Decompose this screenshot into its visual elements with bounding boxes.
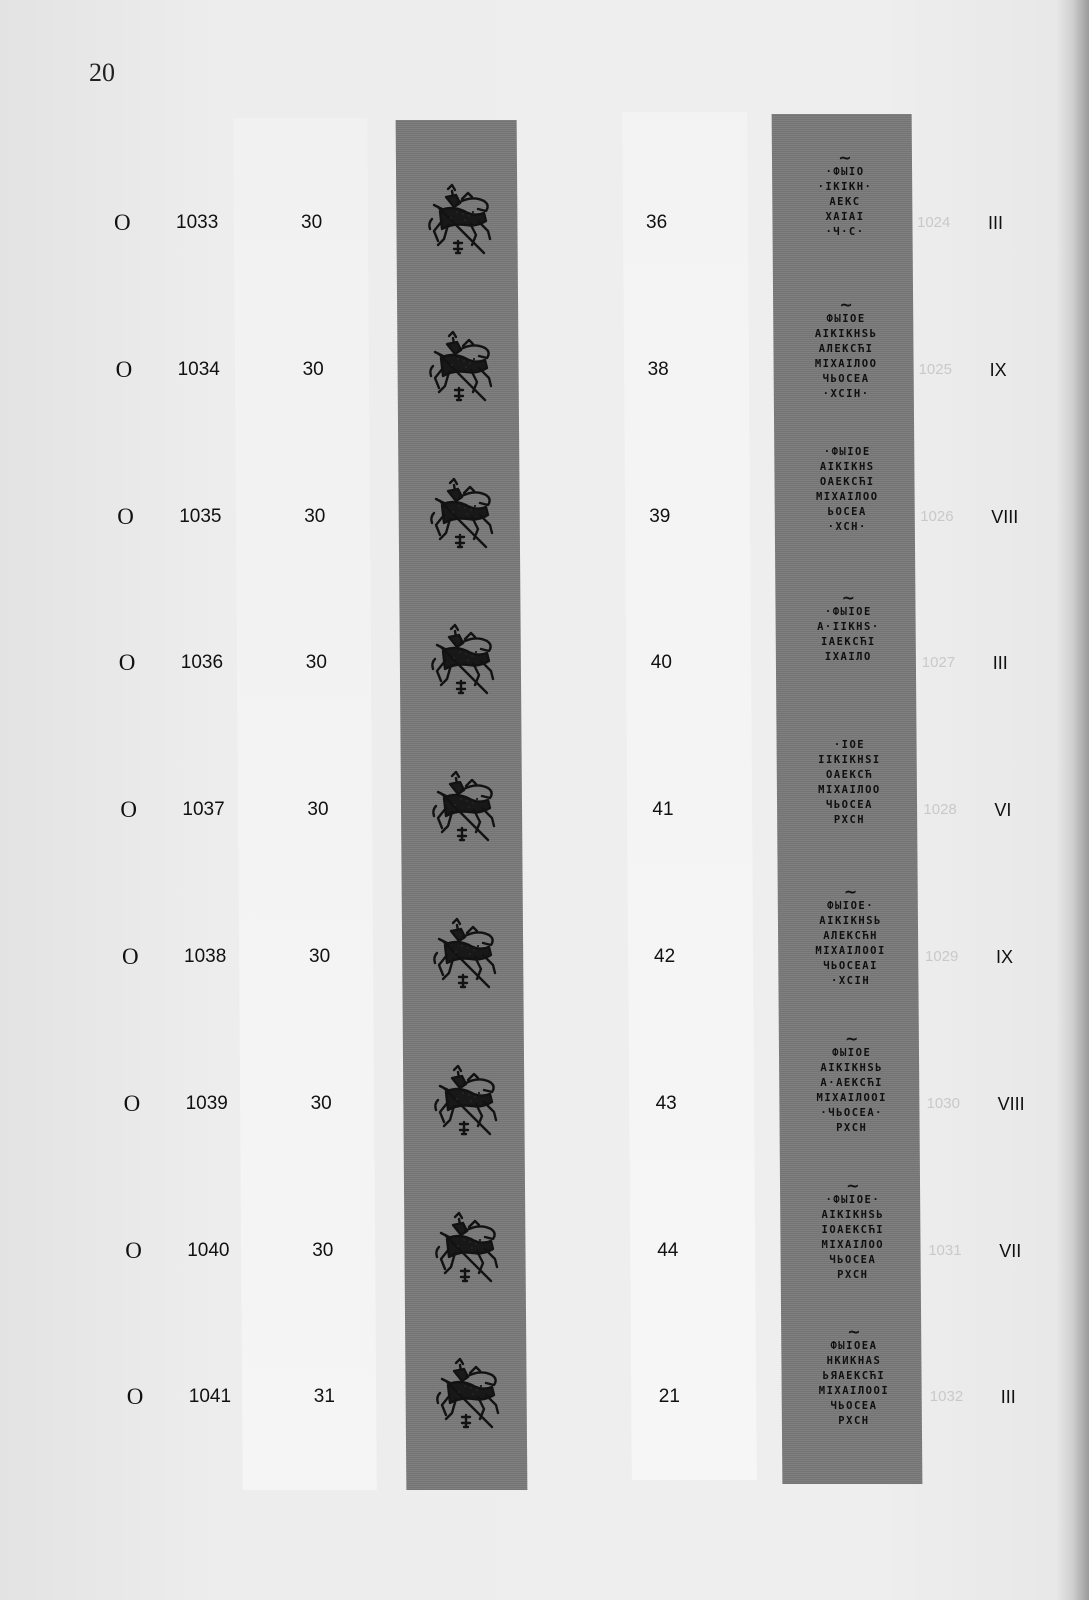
inscription-line: АІКІКНЅ	[819, 460, 875, 473]
type-mark: O	[117, 503, 134, 529]
coin-obverse-rider-image	[423, 915, 507, 999]
coin-obverse-rider-image	[424, 1062, 508, 1146]
inscription-line: МІХАІЛООІ	[815, 945, 886, 957]
catalogue-number: 1040	[187, 1239, 230, 1261]
inscription-line: ·Ч·С·	[825, 226, 865, 238]
group-numeral: III	[992, 653, 1008, 674]
inscription-line: ·ХСІН·	[822, 387, 870, 400]
type-mark: O	[123, 1090, 141, 1116]
inscription-line: МІХАІЛОО	[814, 357, 878, 370]
inscription-line: ЧЬОСЕА	[829, 1253, 877, 1266]
inscription-line: ЧЬОСЕА	[830, 1400, 878, 1413]
table-row	[0, 739, 1089, 840]
weight-value: 30	[301, 212, 323, 233]
inscription-line: РХСН	[837, 1268, 869, 1281]
inscription-line: ~	[846, 1175, 860, 1195]
inscription-line: МІХАІЛООІ	[818, 1385, 890, 1398]
faded-reference-number: 1030	[926, 1094, 960, 1112]
coin-obverse-rider-image	[420, 475, 504, 559]
inscription-line: ЧЬОСЕА	[822, 372, 870, 385]
table-row	[0, 1028, 1089, 1134]
inscription-line: РХСН	[833, 814, 866, 827]
inscription-line: ·ФЫІО	[825, 166, 865, 178]
coin-obverse-rider-image	[418, 181, 502, 265]
table-row	[0, 588, 1089, 693]
coin-obverse-rider-image	[419, 328, 503, 412]
faded-reference-number: 1024	[917, 214, 951, 231]
coin-reverse-inscription	[794, 738, 904, 876]
inscription-line: ~	[845, 1028, 859, 1048]
catalogue-number: 1038	[184, 946, 227, 967]
reverse-die-number: 38	[647, 358, 669, 380]
inscription-line: АЕКС	[829, 196, 861, 208]
group-numeral: VIII	[991, 506, 1019, 527]
inscription-line: ФЫІОЕ·	[827, 900, 875, 912]
faded-reference-number: 1032	[929, 1388, 964, 1406]
coin-reverse-inscription	[799, 1322, 909, 1463]
catalogue-number: 1041	[188, 1386, 232, 1408]
inscription-line: ~	[838, 148, 852, 167]
reverse-die-number: 40	[650, 652, 672, 674]
inscription-line: РХСН	[836, 1121, 868, 1134]
group-numeral: VII	[999, 1240, 1022, 1261]
inscription-line: ЧЬОСЕА	[826, 799, 873, 812]
weight-value: 30	[312, 1239, 334, 1261]
table-row	[0, 148, 1089, 253]
table-row	[0, 1175, 1089, 1281]
inscription-line: МІХАІЛОО	[818, 784, 881, 797]
inscription-line: ІАЕКСЋІ	[820, 636, 876, 649]
inscription-line: ·ХСН·	[827, 520, 867, 533]
table-row	[0, 445, 1089, 547]
group-numeral: IX	[989, 359, 1007, 380]
inscription-line: НКИКНАЅ	[826, 1355, 882, 1368]
inscription-line: ІОАЕКСЋІ	[821, 1223, 885, 1236]
page-number: 20	[89, 58, 115, 87]
weight-value: 31	[313, 1386, 335, 1408]
type-mark: O	[125, 1237, 142, 1263]
inscription-line: ~	[839, 294, 853, 314]
weight-value: 30	[307, 799, 329, 821]
coin-obverse-rider-image	[426, 1355, 510, 1439]
inscription-line: ·ФЫІОЕ·	[825, 1193, 881, 1206]
inscription-line: ФЫІОЕ	[826, 312, 866, 325]
inscription-line: ·ЧЬОСЕА·	[820, 1106, 883, 1119]
type-mark: O	[118, 650, 136, 676]
inscription-line: АІКІКНЅЬ	[821, 1208, 885, 1221]
reverse-die-number: 41	[652, 799, 674, 821]
inscription-line: ІХАІЛО	[824, 651, 872, 664]
inscription-line: ФЫІОЕА	[830, 1340, 878, 1353]
inscription-line: ХАІАІ	[825, 211, 865, 223]
catalogue-number: 1033	[176, 212, 219, 233]
type-mark: O	[115, 356, 133, 382]
faded-reference-number: 1026	[920, 507, 954, 525]
inscription-line: АЛЕКСЋІ	[818, 342, 874, 355]
inscription-line: ·ІОЕ	[833, 739, 866, 752]
weight-value: 30	[309, 946, 331, 967]
coin-reverse-inscription	[791, 294, 901, 436]
inscription-line: ОАЕКСЋІ	[819, 475, 875, 488]
inscription-line: ~	[847, 1322, 861, 1342]
inscription-line: АІКІКНЅЬ	[820, 1061, 883, 1074]
type-mark: O	[122, 944, 139, 969]
coin-obverse-rider-image	[421, 621, 505, 705]
inscription-line: ·ФЫІОЕ	[824, 606, 872, 619]
reverse-die-number: 42	[654, 946, 676, 967]
inscription-line: ~	[843, 882, 858, 901]
group-numeral: VI	[994, 800, 1012, 821]
reverse-die-number: 21	[658, 1386, 680, 1408]
catalogue-number: 1035	[179, 505, 222, 527]
inscription-line: ·ХСІН	[831, 975, 871, 987]
table-row	[0, 294, 1089, 400]
reverse-die-number: 36	[646, 212, 668, 233]
group-numeral: III	[1000, 1387, 1016, 1408]
inscription-line: ·ІКІКН·	[817, 181, 873, 193]
coin-reverse-inscription	[790, 148, 900, 289]
faded-reference-number: 1028	[923, 801, 957, 819]
inscription-line: ЬЯАЕКСЋІ	[822, 1370, 886, 1383]
type-mark: O	[120, 797, 138, 823]
faded-reference-number: 1025	[918, 360, 952, 378]
coin-reverse-inscription	[797, 1028, 907, 1170]
inscription-line: МІХАІЛОО	[815, 490, 879, 503]
inscription-line: МІХАІЛООІ	[816, 1091, 887, 1104]
inscription-line: ІІКІКНЅІ	[818, 754, 881, 767]
type-mark: O	[126, 1384, 144, 1410]
inscription-line: ЬОСЕА	[827, 505, 867, 518]
weight-value: 30	[304, 505, 326, 527]
group-numeral: III	[988, 213, 1004, 233]
reverse-die-number: 39	[649, 505, 671, 527]
weight-value: 30	[305, 652, 327, 674]
table-row	[0, 1322, 1089, 1428]
coin-reverse-inscription	[796, 882, 906, 1023]
coin-obverse-rider-image	[422, 768, 506, 852]
coin-reverse-inscription	[798, 1175, 908, 1317]
inscription-line: ФЫІОЕ	[832, 1046, 872, 1059]
catalogue-number: 1037	[182, 799, 225, 821]
inscription-line: А·АЕКСЋІ	[820, 1076, 883, 1089]
reverse-die-number: 44	[657, 1239, 679, 1261]
faded-reference-number: 1031	[928, 1241, 962, 1259]
inscription-line: АІКІКНЅЬ	[814, 327, 878, 340]
inscription-line: АЛЕКСЋН	[823, 930, 878, 942]
faded-reference-number: 1029	[925, 948, 959, 965]
inscription-line: А·ІІКНЅ·	[817, 621, 880, 634]
weight-value: 30	[302, 358, 324, 380]
inscription-line: МІХАІЛОО	[821, 1238, 885, 1251]
catalogue-number: 1036	[180, 652, 224, 674]
group-numeral: IX	[996, 947, 1014, 967]
weight-value: 30	[310, 1092, 332, 1114]
inscription-line: ·ФЫІОЕ	[823, 445, 871, 458]
inscription-line: ~	[841, 588, 856, 608]
inscription-line: ОАЕКСЋ	[826, 769, 873, 782]
coin-reverse-inscription	[792, 445, 902, 583]
type-mark: O	[114, 210, 131, 235]
catalogue-number: 1039	[185, 1092, 228, 1114]
faded-reference-number: 1027	[921, 654, 956, 672]
coin-obverse-rider-image	[425, 1209, 509, 1293]
inscription-line: ЧЬОСЕАІ	[823, 960, 878, 972]
table-row	[0, 882, 1089, 987]
inscription-line: РХСН	[838, 1415, 870, 1428]
group-numeral: VIII	[997, 1093, 1025, 1114]
catalogue-number: 1034	[177, 358, 220, 380]
coin-reverse-inscription	[793, 588, 903, 729]
reverse-die-number: 43	[655, 1092, 677, 1114]
inscription-line: АІКІКНЅЬ	[819, 915, 882, 927]
